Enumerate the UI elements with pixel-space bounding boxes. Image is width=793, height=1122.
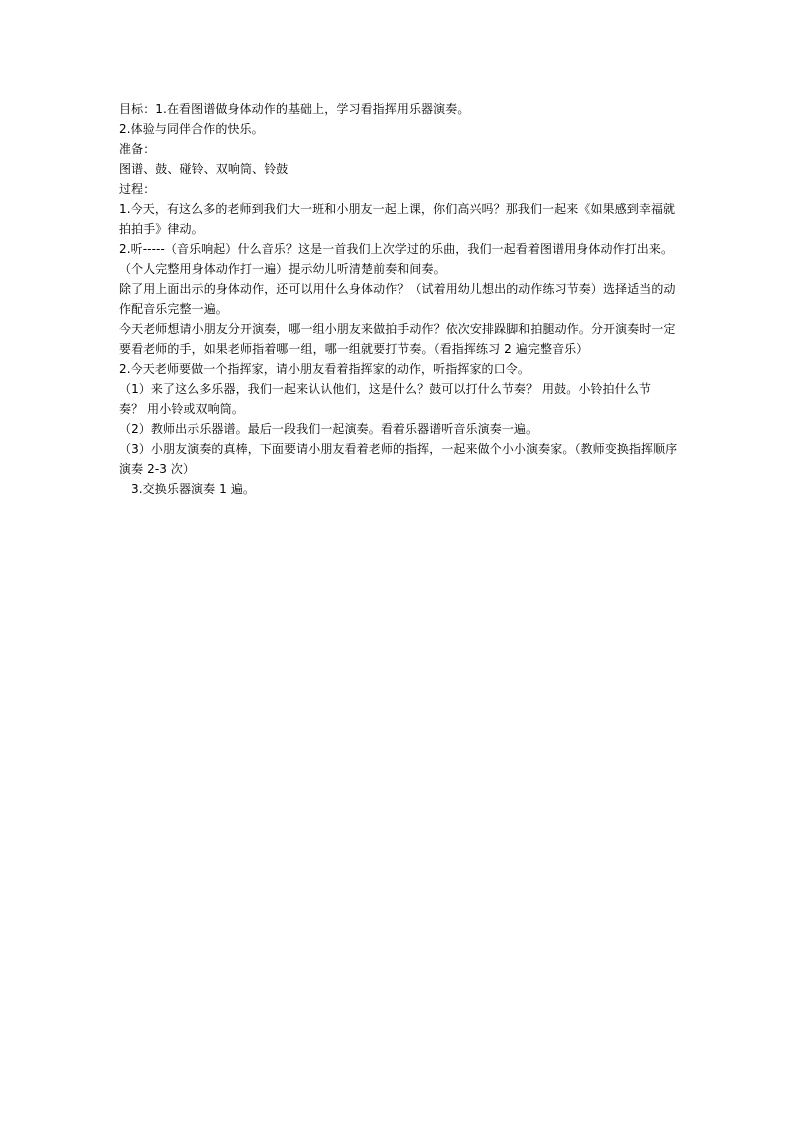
preparation-heading: 准备： (119, 142, 156, 156)
process-step-3: 3.交换乐器演奏 1 遍。 (131, 482, 256, 496)
process-heading: 过程： (119, 182, 156, 196)
substep-3a: （3）小朋友演奏的真棒，下面要请小朋友看着老师的指挥，一起来做个小小演奏家。（教师变换指挥顺序 (119, 442, 678, 456)
process-step-2b: （个人完整用身体动作打一遍）提示幼儿听清楚前奏和间奏。 (119, 262, 446, 276)
paragraph-separate-a: 今天老师想请小朋友分开演奏，哪一组小朋友来做拍手动作？依次安排跺脚和拍腿动作。分开演奏时一定 (119, 322, 676, 336)
preparation-items: 图谱、鼓、碰铃、双响筒、铃鼓 (119, 162, 289, 176)
paragraph-body-motion-b: 作配音乐完整一遍。 (119, 302, 228, 316)
substep-1a: （1）来了这么多乐器，我们一起来认认他们，这是什么？鼓可以打什么节奏？ 用鼓。小铃拍什么节 (119, 382, 651, 396)
substep-3b: 演奏 2-3 次） (119, 462, 196, 476)
paragraph-body-motion-a: 除了用上面出示的身体动作，还可以用什么身体动作？（试着用幼儿想出的动作练习节奏）选择适当的动 (119, 282, 676, 296)
process-step-conductor: 2.今天老师要做一个指挥家，请小朋友看着指挥家的动作，听指挥家的口令。 (119, 362, 530, 376)
substep-2: （2）教师出示乐器谱。最后一段我们一起演奏。看着乐器谱听音乐演奏一遍。 (119, 422, 539, 436)
paragraph-separate-b: 要看老师的手，如果老师指着哪一组，哪一组就要打节奏。（看指挥练习 2 遍完整音乐） (119, 342, 589, 356)
goal-line-2: 2.体验与同伴合作的快乐。 (119, 122, 264, 136)
goal-line-1: 目标：1.在看图谱做身体动作的基础上，学习看指挥用乐器演奏。 (119, 102, 470, 116)
process-step-1a: 1.今天，有这么多的老师到我们大一班和小朋友一起上课，你们高兴吗？那我们一起来《如果感到幸福就 (119, 202, 676, 216)
substep-1b: 奏？ 用小铃或双响筒。 (119, 402, 244, 416)
process-step-2a: 2.听-----（音乐响起）什么音乐？这是一首我们上次学过的乐曲，我们一起看着图谱用身体动作打出来。 (119, 242, 674, 256)
lesson-plan-text (119, 99, 679, 499)
process-step-1b: 拍拍手》律动。 (119, 222, 204, 236)
